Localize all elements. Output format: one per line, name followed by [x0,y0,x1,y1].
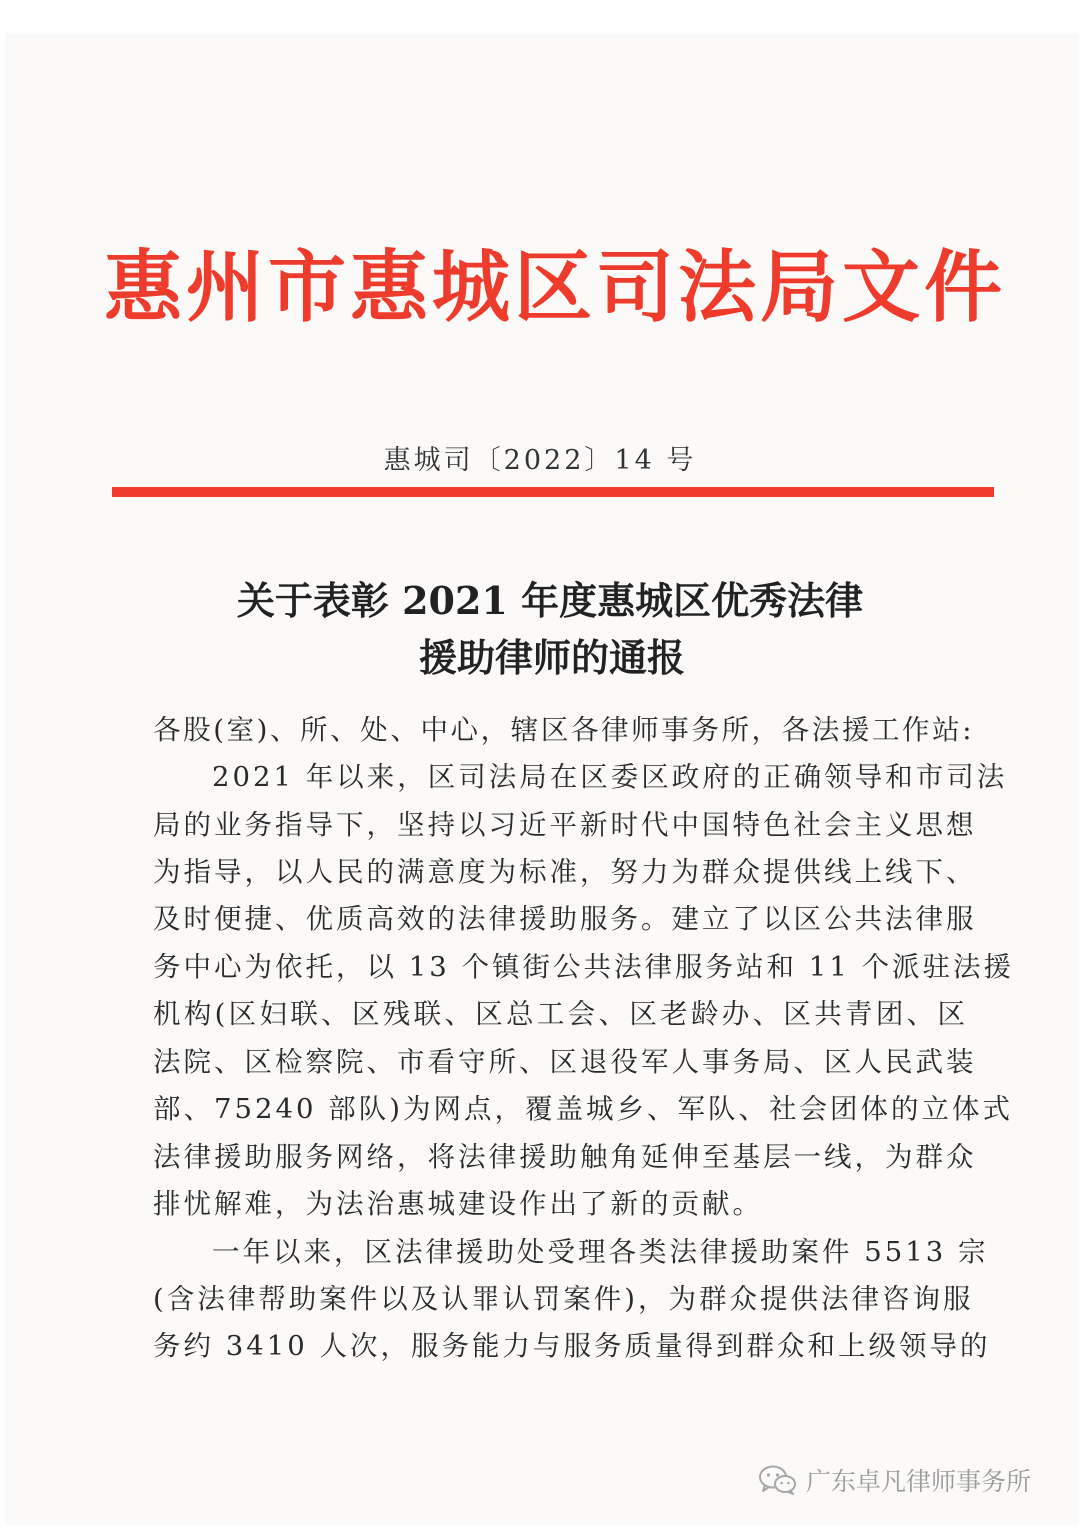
body-line: 务中心为依托，以 13 个镇街公共法律服务站和 11 个派驻法援 [153,951,1014,983]
notice-title-line-1: 关于表彰 2021 年度惠城区优秀法律 [236,578,864,623]
body-line: 部、75240 部队)为网点，覆盖城乡、军队、社会团体的立体式 [153,1093,1013,1125]
body-line: 务约 3410 人次，服务能力与服务质量得到群众和上级领导的 [153,1330,991,1362]
watermark-text: 广东卓凡律师事务所 [806,1467,1032,1496]
document-header-title: 惠州市惠城区司法局文件 [103,242,1006,333]
notice-title-line-2: 援助律师的通报 [418,635,685,680]
wechat-icon [758,1464,798,1496]
wechat-watermark [758,1460,1031,1500]
red-divider-rule [112,487,994,497]
body-line: 局的业务指导下，坚持以习近平新时代中国特色社会主义思想 [153,809,977,841]
salutation-line: 各股(室)、所、处、中心，辖区各律师事务所，各法援工作站: [153,714,975,746]
body-line: 2021 年以来，区司法局在区委区政府的正确领导和市司法 [212,761,1008,793]
body-line: (含法律帮助案件以及认罪认罚案件)，为群众提供法律咨询服 [153,1283,974,1315]
body-line: 法院、区检察院、市看守所、区退役军人事务局、区人民武装 [153,1046,977,1078]
document-number: 惠城司〔2022〕14 号 [383,445,697,476]
body-line: 为指导，以人民的满意度为标准，努力为群众提供线上线下、 [153,856,977,888]
body-line: 机构(区妇联、区残联、区总工会、区老龄办、区共青团、区 [153,998,968,1030]
body-line: 一年以来，区法律援助处受理各类法律援助案件 5513 宗 [212,1236,989,1268]
body-line: 排忧解难，为法治惠城建设作出了新的贡献。 [153,1188,763,1220]
body-line: 及时便捷、优质高效的法律援助服务。建立了以区公共法律服 [153,903,977,935]
body-line: 法律援助服务网络，将法律援助触角延伸至基层一线，为群众 [153,1141,977,1173]
